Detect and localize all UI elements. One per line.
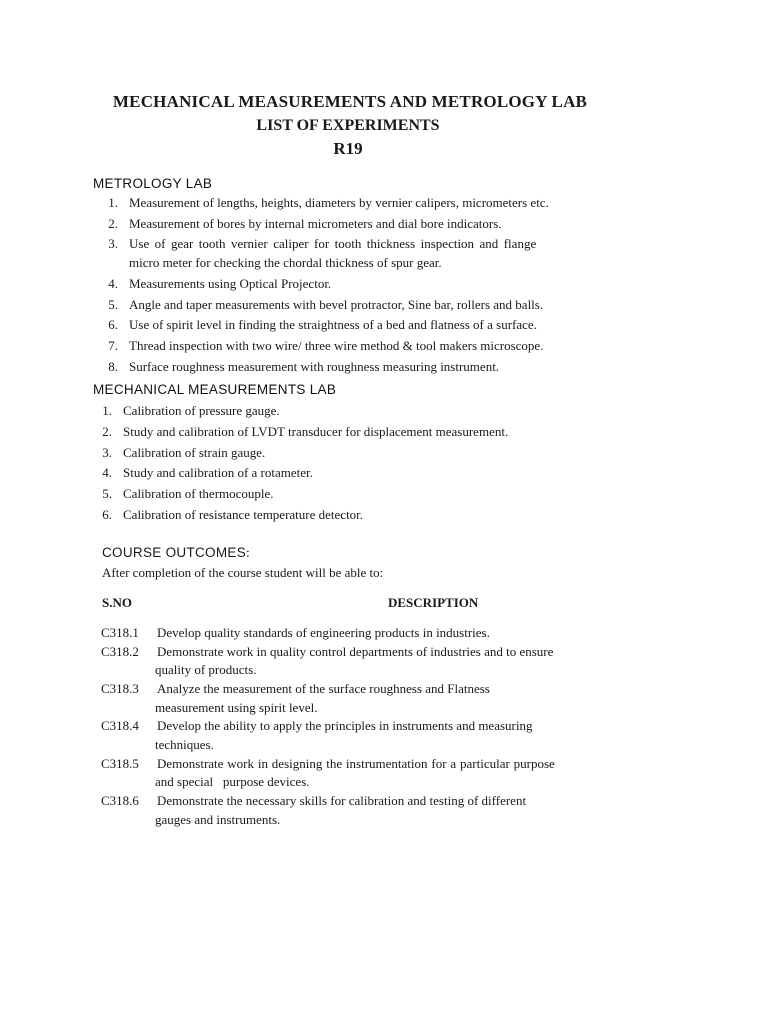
outcome-code: C318.4	[101, 718, 139, 734]
outcome-description: Demonstrate work in quality control departments of industries and to ensure	[157, 643, 554, 659]
document-subtitle: LIST OF EXPERIMENTS	[256, 117, 440, 134]
outcome-code: C318.1	[101, 625, 139, 640]
course-outcomes-heading	[102, 545, 250, 561]
column-header-description: DESCRIPTION	[388, 595, 479, 610]
outcome-description: Develop quality standards of engineering products in industries.	[157, 625, 490, 640]
column-header-sno: S.NO	[102, 595, 132, 610]
outcome-code: C318.6	[101, 793, 139, 809]
outcome-description-cont: gauges and instruments.	[155, 811, 281, 827]
course-outcomes-heading-colon: :	[246, 545, 251, 560]
outcome-description: Demonstrate the necessary skills for calibration and testing of different	[157, 793, 527, 809]
outcome-description-cont: measurement using spirit level.	[155, 699, 318, 715]
mechanical-lab-heading: MECHANICAL MEASUREMENTS LAB	[93, 382, 337, 397]
outcome-description: Develop the ability to apply the principles in instruments and measuring	[157, 718, 533, 734]
metrology-lab-heading: METROLOGY LAB	[93, 176, 213, 191]
outcome-code: C318.3	[101, 680, 139, 696]
regulation-code: R19	[333, 139, 363, 158]
outcome-description: Analyze the measurement of the surface roughness and Flatness	[157, 680, 490, 696]
document-title: MECHANICAL MEASUREMENTS AND METROLOGY LAB	[112, 92, 588, 111]
outcome-description-cont: quality of products.	[155, 662, 257, 678]
outcome-code: C318.5	[101, 755, 139, 771]
course-outcomes-intro: After completion of the course student will be able to:	[102, 565, 384, 580]
outcome-description-cont: techniques.	[155, 736, 214, 752]
outcome-description: Demonstrate work in designing the instrumentation for a particular purpose	[157, 755, 555, 771]
course-outcomes-heading-text: COURSE OUTCOMES	[102, 545, 247, 560]
outcome-code: C318.2	[101, 643, 139, 659]
outcome-description-cont: and special purpose devices.	[155, 774, 310, 790]
